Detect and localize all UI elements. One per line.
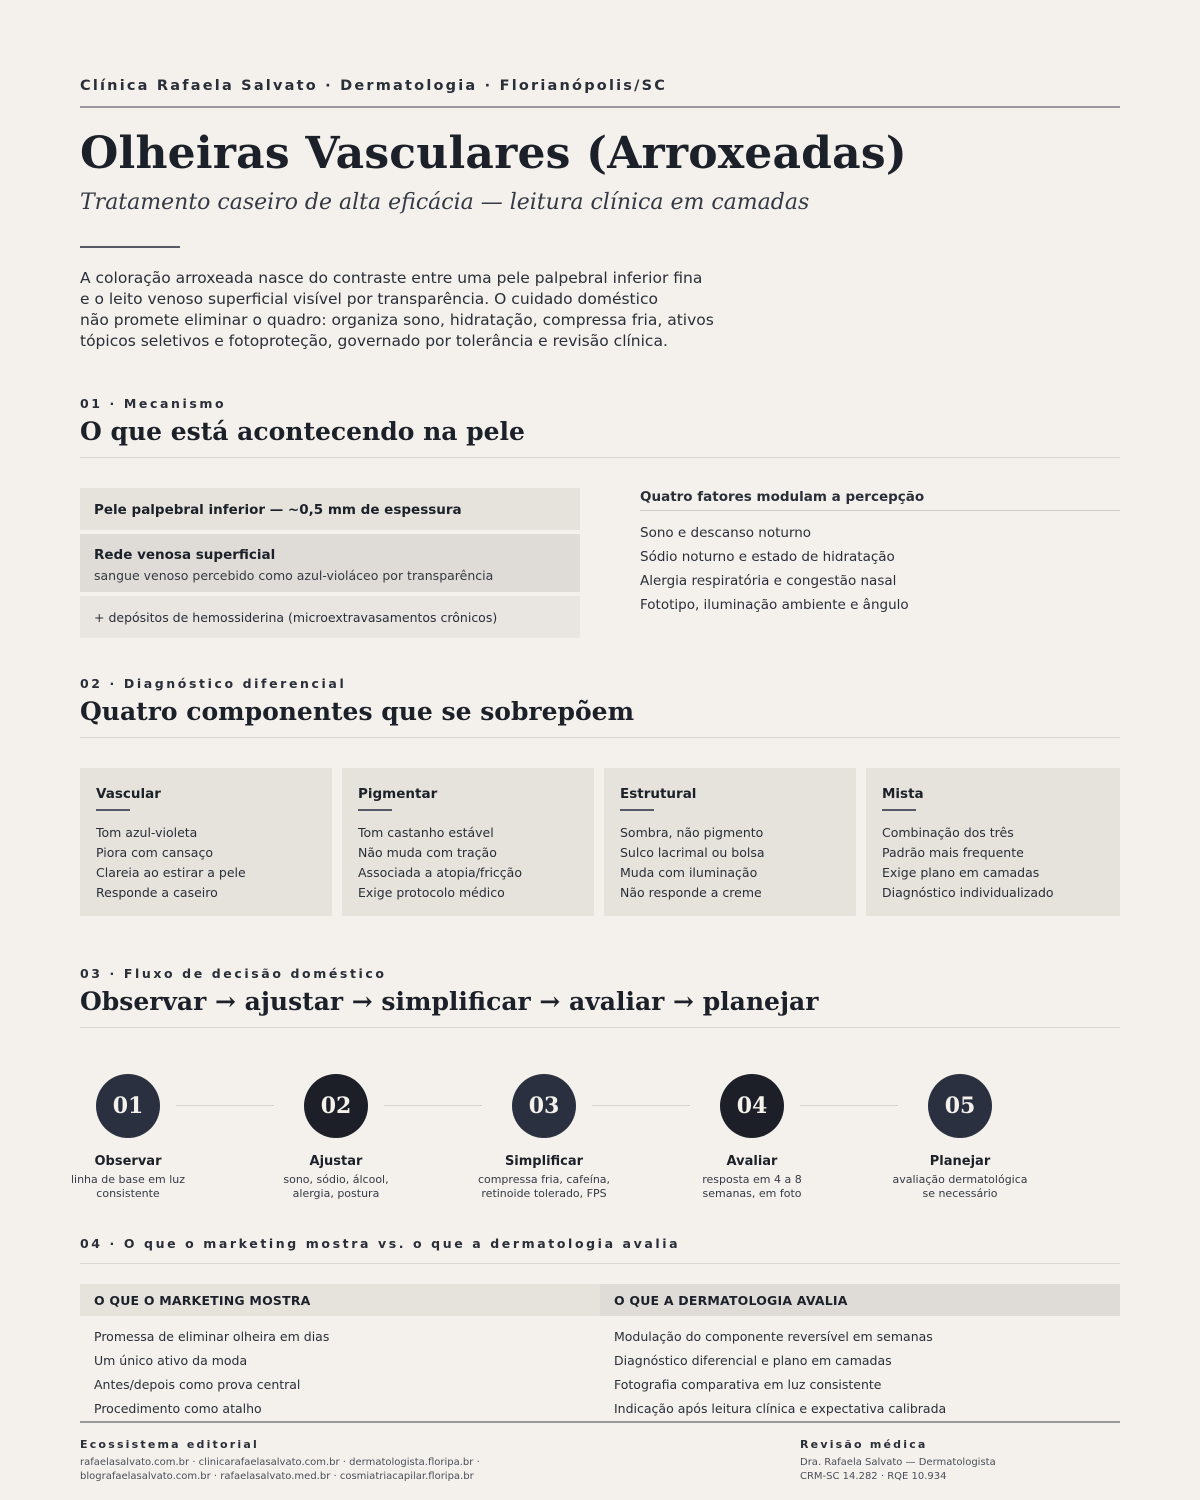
intro-line: e o leito venoso superficial visível por transparência. O cuidado doméstico	[80, 290, 658, 308]
card-estrutural	[604, 768, 856, 916]
flow-step-observar	[38, 1074, 218, 1201]
intro-paragraph	[80, 268, 720, 352]
step-number-badge: 03	[512, 1074, 576, 1138]
section-3-divider	[80, 1027, 1120, 1028]
card-accent-rule	[96, 809, 130, 811]
step-description-line: retinoide tolerado, FPS	[481, 1187, 607, 1200]
card-item: Diagnóstico individualizado	[882, 885, 1054, 900]
step-number-badge: 02	[304, 1074, 368, 1138]
intro-line: A coloração arroxeada nasce do contraste entre uma pele palpebral inferior fina	[80, 269, 703, 287]
section-1-title: O que está acontecendo na pele	[80, 417, 525, 446]
section-4-kicker: 04 · O que o marketing mostra vs. o que a dermatologia avalia	[80, 1236, 681, 1251]
card-item: Sombra, não pigmento	[620, 825, 764, 840]
step-description-line: compressa fria, cafeína,	[477, 1173, 611, 1186]
factors-list	[640, 523, 1120, 619]
section-2-kicker: 02 · Diagnóstico diferencial	[80, 676, 347, 691]
card-item: Não responde a creme	[620, 885, 762, 900]
marketing-item: Promessa de eliminar olheira em dias	[94, 1329, 330, 1344]
marketing-column	[80, 1284, 600, 1424]
section-2-title: Quatro componentes que se sobrepõem	[80, 697, 635, 726]
card-item: Exige protocolo médico	[358, 885, 505, 900]
card-item: Associada a atopia/fricção	[358, 865, 522, 880]
step-description	[870, 1173, 1050, 1201]
section-3-kicker: 03 · Fluxo de decisão doméstico	[80, 966, 387, 981]
step-description-line: consistente	[96, 1187, 160, 1200]
card-title: Vascular	[96, 786, 161, 802]
step-description	[38, 1173, 218, 1201]
intro-line: tópicos seletivos e fotoproteção, governado por tolerância e revisão clínica.	[80, 332, 668, 350]
venous-layer-box	[80, 534, 580, 592]
footer-link-line: blografaelasalvato.com.br · rafaelasalvato.med.br · cosmiatriacapilar.floripa.br	[80, 1471, 474, 1482]
step-description	[454, 1173, 634, 1201]
section-4-divider	[80, 1263, 1120, 1264]
flow-step-planejar	[870, 1074, 1050, 1201]
footer-review-kicker: Revisão médica	[800, 1438, 928, 1451]
card-item: Não muda com tração	[358, 845, 497, 860]
card-item: Piora com cansaço	[96, 845, 213, 860]
flow-step-simplificar	[454, 1074, 634, 1201]
factors-divider	[640, 510, 1120, 511]
card-pigmentar	[342, 768, 594, 916]
factor-item: Sódio noturno e estado de hidratação	[640, 549, 895, 565]
venous-layer-label: Rede venosa superficial	[94, 547, 276, 563]
factor-item: Alergia respiratória e congestão nasal	[640, 573, 897, 589]
step-description-line: se necessário	[922, 1187, 998, 1200]
footer-divider	[80, 1421, 1120, 1423]
card-item: Tom azul-violeta	[96, 825, 198, 840]
dermatology-item: Modulação do componente reversível em semanas	[614, 1329, 933, 1344]
dermatology-column	[600, 1284, 1120, 1424]
factor-item: Fototipo, iluminação ambiente e ângulo	[640, 597, 909, 613]
step-name: Planejar	[929, 1154, 991, 1169]
step-description-line: resposta em 4 a 8	[702, 1173, 802, 1186]
card-title: Estrutural	[620, 786, 697, 802]
footer-review-credits	[800, 1456, 996, 1484]
step-description-line: sono, sódio, álcool,	[283, 1173, 389, 1186]
dermatology-item: Diagnóstico diferencial e plano em camadas	[614, 1353, 892, 1368]
section-1-kicker: 01 · Mecanismo	[80, 396, 227, 411]
card-item: Muda com iluminação	[620, 865, 758, 880]
card-vascular	[80, 768, 332, 916]
card-item: Tom castanho estável	[358, 825, 494, 840]
card-item: Padrão mais frequente	[882, 845, 1024, 860]
section-2-divider	[80, 737, 1120, 738]
card-item: Responde a caseiro	[96, 885, 218, 900]
card-item: Sulco lacrimal ou bolsa	[620, 845, 765, 860]
factors-title: Quatro fatores modulam a percepção	[640, 489, 925, 505]
step-description	[246, 1173, 426, 1201]
deposits-layer-box	[80, 596, 580, 638]
card-item: Exige plano em camadas	[882, 865, 1040, 880]
step-number-badge: 04	[720, 1074, 784, 1138]
footer-reviewer-registration: CRM-SC 14.282 · RQE 10.934	[800, 1471, 947, 1482]
step-name: Simplificar	[504, 1154, 584, 1169]
step-description-line: avaliação dermatológica	[892, 1173, 1028, 1186]
skin-layer-box	[80, 488, 580, 530]
step-name: Ajustar	[309, 1154, 363, 1169]
marketing-item: Antes/depois como prova central	[94, 1377, 301, 1392]
page-subtitle: Tratamento caseiro de alta eficácia — leitura clínica em camadas	[80, 190, 810, 215]
step-description-line: alergia, postura	[292, 1187, 380, 1200]
step-name: Avaliar	[726, 1154, 778, 1169]
footer-ecosystem-kicker: Ecossistema editorial	[80, 1438, 259, 1451]
section-1-divider	[80, 457, 1120, 458]
card-title: Mista	[882, 786, 924, 802]
header-divider	[80, 106, 1120, 108]
dermatology-item: Fotografia comparativa em luz consistente	[614, 1377, 882, 1392]
footer-link-line: rafaelasalvato.com.br · clinicarafaelasalvato.com.br · dermatologista.floripa.br ·	[80, 1457, 480, 1468]
clinic-kicker: Clínica Rafaela Salvato · Dermatologia · Florianópolis/SC	[80, 78, 668, 94]
step-description-line: linha de base em luz	[70, 1173, 186, 1186]
marketing-item: Procedimento como atalho	[94, 1401, 262, 1416]
deposits-layer-label: + depósitos de hemossiderina (microextravasamentos crônicos)	[94, 610, 498, 625]
marketing-column-header: O QUE O MARKETING MOSTRA	[80, 1284, 600, 1316]
card-title: Pigmentar	[358, 786, 438, 802]
skin-layer-label: Pele palpebral inferior — ~0,5 mm de espessura	[94, 502, 462, 518]
title-accent-rule	[80, 246, 180, 248]
footer-ecosystem-links	[80, 1456, 480, 1484]
dermatology-column-header: O QUE A DERMATOLOGIA AVALIA	[600, 1284, 1120, 1316]
dermatology-item: Indicação após leitura clínica e expectativa calibrada	[614, 1401, 947, 1416]
card-accent-rule	[620, 809, 654, 811]
flow-step-ajustar	[246, 1074, 426, 1201]
marketing-item: Um único ativo da moda	[94, 1353, 248, 1368]
page-title: Olheiras Vasculares (Arroxeadas)	[80, 128, 907, 179]
venous-layer-description: sangue venoso percebido como azul-violáceo por transparência	[94, 568, 494, 583]
step-number-badge: 05	[928, 1074, 992, 1138]
factors-panel	[640, 488, 1120, 619]
section-3-title: Observar → ajustar → simplificar → avaliar → planejar	[80, 987, 819, 1016]
footer-reviewer-name: Dra. Rafaela Salvato — Dermatologista	[800, 1457, 996, 1468]
step-number-badge: 01	[96, 1074, 160, 1138]
step-name: Observar	[94, 1154, 162, 1169]
step-description-line: semanas, em foto	[702, 1187, 802, 1200]
flow-step-avaliar	[662, 1074, 842, 1201]
card-mista	[866, 768, 1120, 916]
step-description	[662, 1173, 842, 1201]
card-accent-rule	[358, 809, 392, 811]
factor-item: Sono e descanso noturno	[640, 525, 812, 541]
card-item: Combinação dos três	[882, 825, 1014, 840]
card-accent-rule	[882, 809, 916, 811]
intro-line: não promete eliminar o quadro: organiza sono, hidratação, compressa fria, ativos	[80, 311, 714, 329]
card-item: Clareia ao estirar a pele	[96, 865, 246, 880]
